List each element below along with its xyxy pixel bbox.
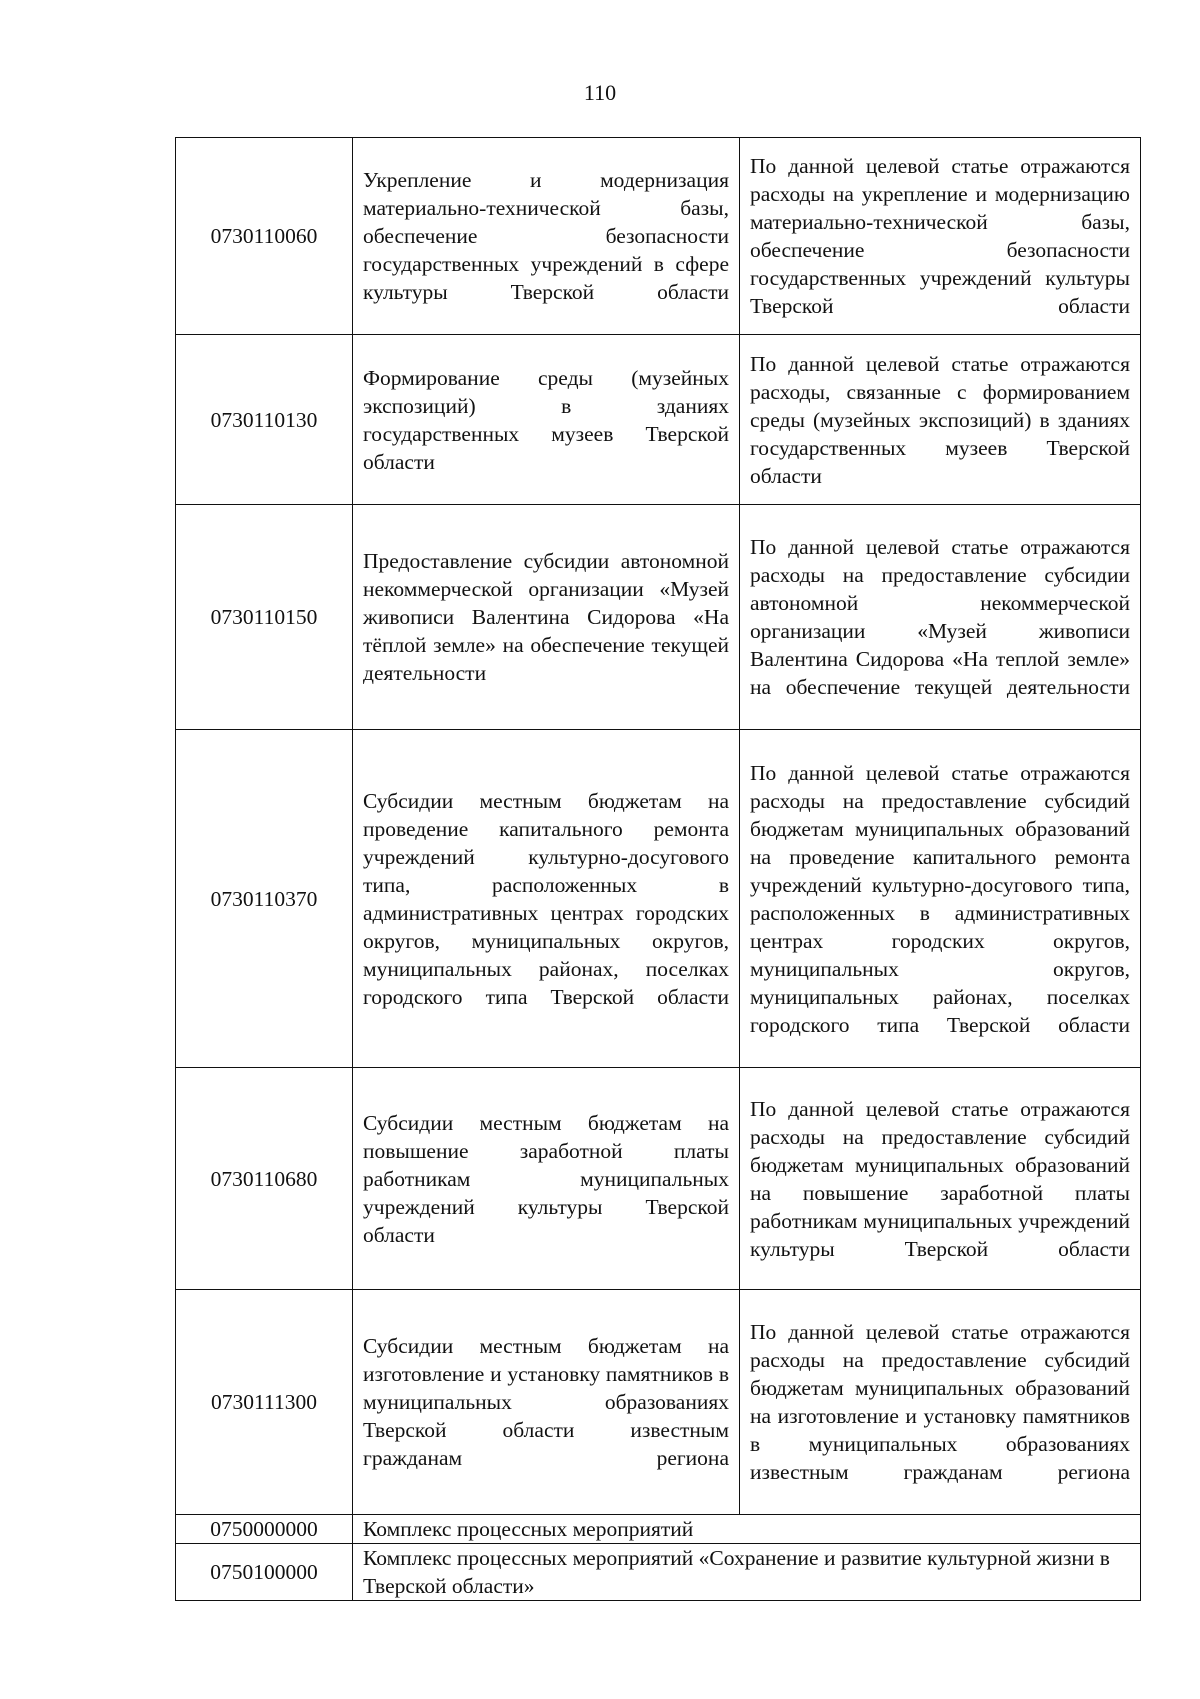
description-cell: По данной целевой статье отражаются расходы на предоставление субсидии автономной некоммерческой организации «Музей живописи Валентина Сидорова «На теплой земле» на обеспечение текущей деятельности — [740, 505, 1141, 730]
table-row-merged — [176, 1544, 1141, 1601]
code-cell: 0750000000 — [176, 1515, 353, 1544]
table-row — [176, 1290, 1141, 1515]
table-row — [176, 335, 1141, 505]
name-cell: Предоставление субсидии автономной некоммерческой организации «Музей живописи Валентина Сидорова «На тёплой земле» на обеспечение текущей деятельности — [353, 505, 740, 730]
table-row — [176, 730, 1141, 1068]
description-cell: По данной целевой статье отражаются расходы на предоставление субсидий бюджетам муниципальных образований на изготовление и установку памятников в муниципальных образованиях известным гражданам региона — [740, 1290, 1141, 1515]
table-row-merged — [176, 1515, 1141, 1544]
name-cell: Укрепление и модернизация материально-технической базы, обеспечение безопасности государственных учреждений в сфере культуры Тверской области — [353, 138, 740, 335]
description-cell: По данной целевой статье отражаются расходы на укрепление и модернизацию материально-технической базы, обеспечение безопасности государственных учреждений культуры Тверской области — [740, 138, 1141, 335]
description-cell: По данной целевой статье отражаются расходы на предоставление субсидий бюджетам муниципальных образований на проведение капитального ремонта учреждений культурно-досугового типа, расположенных в административных центрах городских округов, муниципальных округов, муниципальных районах, поселках городского типа Тверской области — [740, 730, 1141, 1068]
code-cell: 0750100000 — [176, 1544, 353, 1601]
table-row — [176, 1068, 1141, 1290]
table-row — [176, 138, 1141, 335]
description-cell: По данной целевой статье отражаются расходы, связанные с формированием среды (музейных экспозиций) в зданиях государственных музеев Тверской области — [740, 335, 1141, 505]
code-cell: 0730110370 — [176, 730, 353, 1068]
name-cell: Субсидии местным бюджетам на изготовление и установку памятников в муниципальных образованиях Тверской области известным гражданам региона — [353, 1290, 740, 1515]
table-row — [176, 505, 1141, 730]
merged-name-cell: Комплекс процессных мероприятий «Сохранение и развитие культурной жизни в Тверской области» — [353, 1544, 1141, 1601]
merged-name-cell: Комплекс процессных мероприятий — [353, 1515, 1141, 1544]
code-cell: 0730110060 — [176, 138, 353, 335]
name-cell: Субсидии местным бюджетам на проведение капитального ремонта учреждений культурно-досугового типа, расположенных в административных центрах городских округов, муниципальных округов, муниципальных районах, поселках городского типа Тверской области — [353, 730, 740, 1068]
code-cell: 0730111300 — [176, 1290, 353, 1515]
code-cell: 0730110130 — [176, 335, 353, 505]
page-number: 110 — [583, 80, 617, 105]
name-cell: Субсидии местным бюджетам на повышение заработной платы работникам муниципальных учреждений культуры Тверской области — [353, 1068, 740, 1290]
code-cell: 0730110680 — [176, 1068, 353, 1290]
budget-classification-table — [175, 137, 1141, 1601]
description-cell: По данной целевой статье отражаются расходы на предоставление субсидий бюджетам муниципальных образований на повышение заработной платы работникам муниципальных учреждений культуры Тверской области — [740, 1068, 1141, 1290]
code-cell: 0730110150 — [176, 505, 353, 730]
name-cell: Формирование среды (музейных экспозиций) в зданиях государственных музеев Тверской области — [353, 335, 740, 505]
